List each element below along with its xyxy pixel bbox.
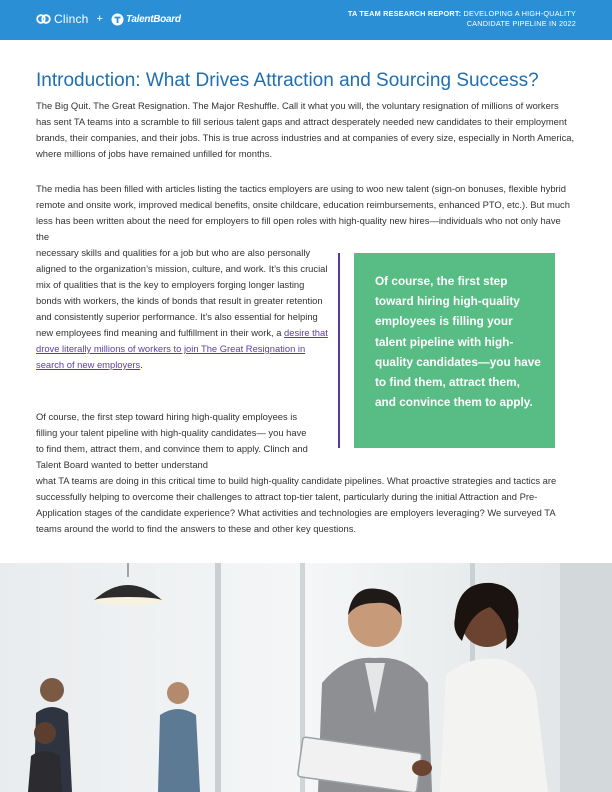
report-label-line1 [348,9,576,19]
logo-plus: + [96,13,103,25]
header-bar [0,0,612,40]
intro-paragraph-3 [36,409,576,537]
clinch-logo-text: Clinch [54,12,89,26]
paragraph-2-end: . [140,359,143,370]
pull-quote-text: Of course, the first step toward hiring high-quality employees is filling your talent pipeline with high-quality candidates—you have to find them, attract them, and convince them to apply. [375,274,541,410]
report-label [348,9,576,29]
paragraph-2-narrow-text: necessary skills and qualities for a job but who are also personally aligned to the organization’s mission, culture, and work. It’s this crucial mix of qualities that is the key to employers forging longer lasting bonds with workers, the kinds of bonds that result in greater retention and consistently superior performance. It’s also essential for helping new employees find meaning and fulfillment in their work, a [36,247,328,338]
report-label-rest: DEVELOPING A HIGH-QUALITY [461,9,576,18]
page-title: Introduction: What Drives Attraction and Sourcing Success? [36,70,539,91]
intro-paragraph-1: The Big Quit. The Great Resignation. The Major Reshuffle. Call it what you will, the voluntary resignation of millions of workers has sent TA teams into a scramble to fill serious talent gaps and attract desperately needed new candidates to their employment brands, their companies, and their jobs. This is true across industries and at companies of every size, especially in North America, where millions of jobs have remained unfilled for months. [36,100,575,159]
paragraph-2-wide: The media has been filled with articles listing the tactics employers are using to woo new talent (sign-on bonuses, flexible hybrid remote and onsite work, improved medical benefits, onsite childcare, education reimbursements, enhanced PTO, etc.). But much less has been written about the need for employers to fill open roles with high-quality new hires—individuals who not only have the [36,183,570,242]
office-photo-illustration [0,563,612,792]
report-label-line2: CANDIDATE PIPELINE IN 2022 [466,19,576,28]
report-label-bold: TA TEAM RESEARCH REPORT: [347,9,462,18]
partner-logos [36,12,181,26]
paragraph-3-narrow: Of course, the first step toward hiring high-quality employees is filling your talent pipeline with high-quality candidates— you have to find them, attract them, and convince them to apply. Clinch and Talent Board wanted to better understand [36,411,308,470]
office-photo [0,563,612,792]
paragraph-2-narrow [36,245,328,373]
great-resignation-link[interactable]: desire that drove literally millions of workers to join The Great Resignation in search of new employers [36,327,328,370]
talent-board-logo-icon [111,13,124,26]
paragraph-3-wide: what TA teams are doing in this critical time to build high-quality candidate pipelines. What proactive strategies and tactics are successfully helping to overcome their challenges to attract top-tier talent, particularly during the initial Attraction and Pre-Application stages of the candidate experience? What activities and technologies are employers leveraging? We surveyed TA teams around the world to find the answers to these and other key questions. [36,475,557,534]
clinch-logo-icon [36,12,51,26]
talent-board-logo-text: TalentBoard [125,13,181,25]
